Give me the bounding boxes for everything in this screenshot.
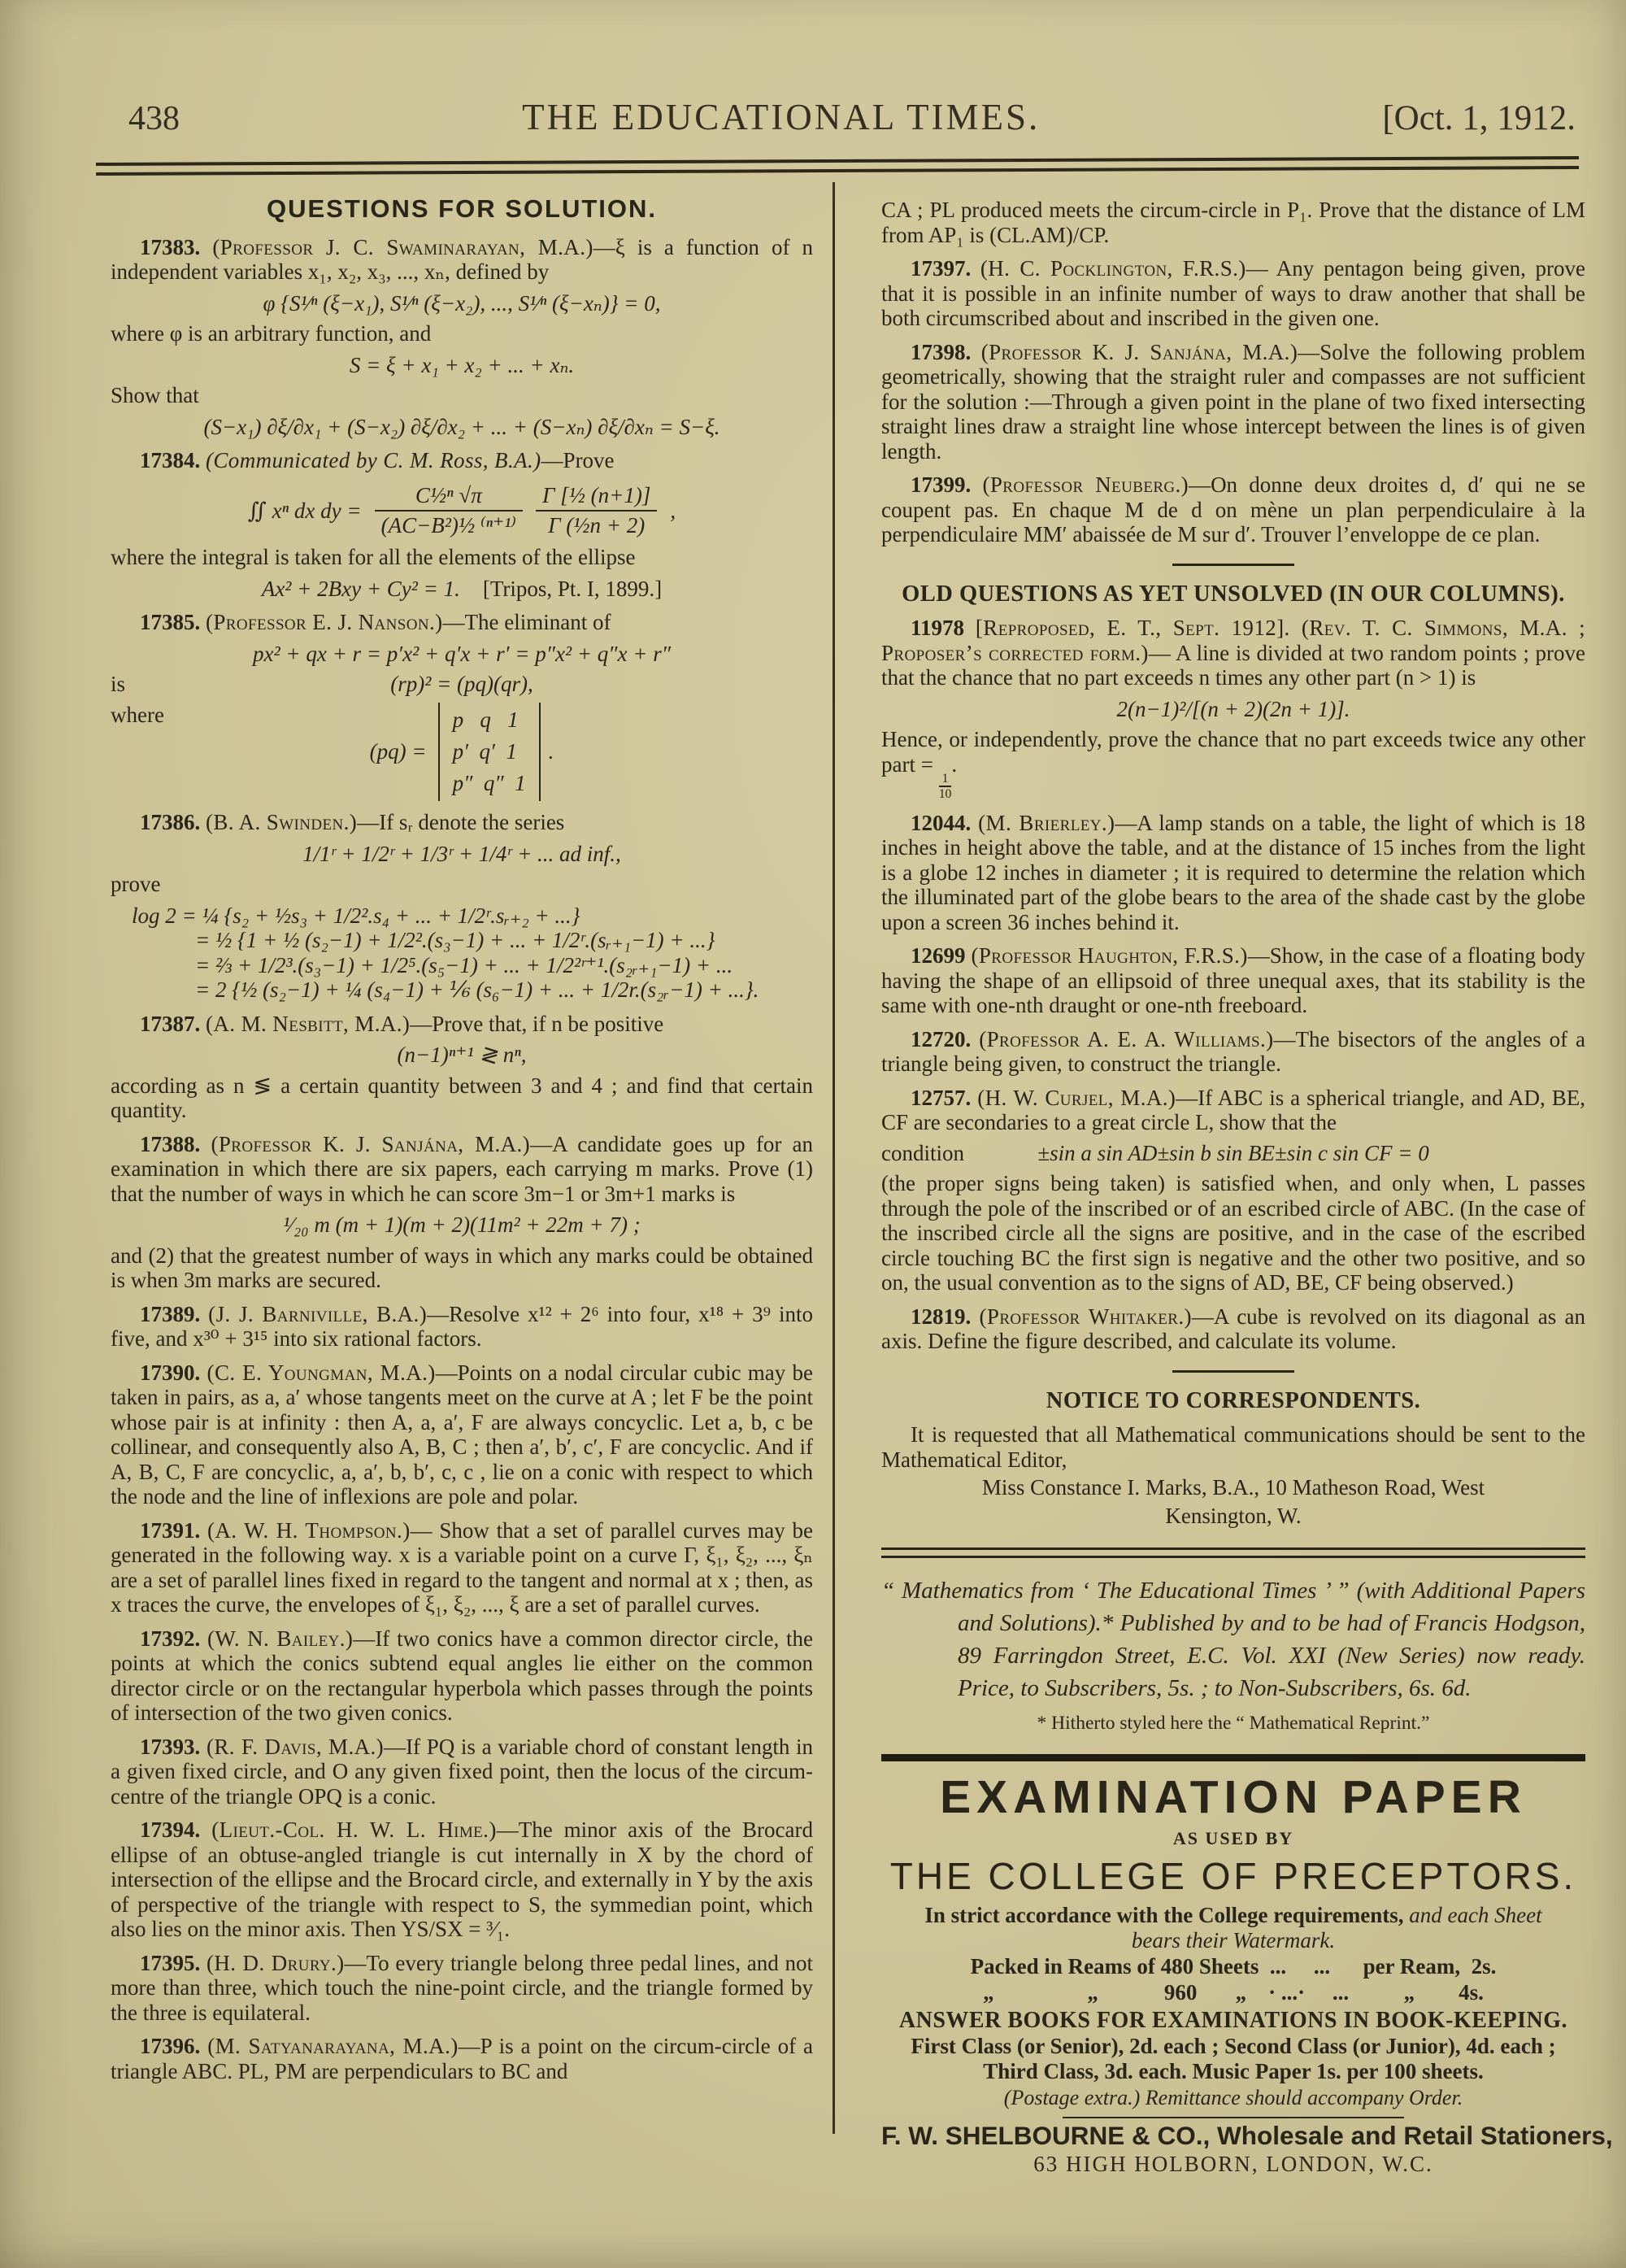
question-number: 17393.	[140, 1734, 201, 1759]
question-number: 17385.	[140, 610, 201, 635]
question-number: 17387.	[140, 1011, 201, 1036]
question-number: 17383.	[140, 234, 201, 259]
question-17383-text2: where φ is an arbitrary function, and	[111, 321, 432, 346]
question-number: 17391.	[140, 1517, 201, 1543]
question-12757-text2: (the proper signs being taken) is satisfied when, and only when, L passes through the pole of the inscribed or of an escribed circle of ABC. (In the case of the inscribed circle all the signs are positive, and in the case of the escribed circle touching BC the first sign is negative and the other two positive, and so on, the usual convention as to the signs of AD, BE, CF being observed.)	[881, 1171, 1585, 1295]
double-rule	[881, 1548, 1585, 1558]
question-author: (Lieut.-Col. H. W. L. Hime.)	[211, 1817, 497, 1843]
question-author: (R. F. Davis, M.A.)	[206, 1734, 385, 1759]
question-number: 12720.	[911, 1026, 972, 1051]
question-author: (W. N. Bailey.)	[207, 1626, 354, 1651]
question-body: — A line is divided at two random points ; prove that the chance that no part exceeds n times any other part (n > 1) is	[881, 640, 1586, 690]
question-17390	[111, 1360, 813, 1509]
question-17394	[111, 1817, 813, 1942]
page-header	[0, 0, 1626, 138]
question-17387	[111, 1012, 813, 1037]
question-body: —The eliminant of	[442, 610, 611, 635]
question-author: (Professor Neuberg.)	[982, 472, 1189, 497]
question-body: —Show, in the case of a floating body having the shape of an ellipsoid of three unequal axes, that its stability is the same with one-nth draught or one-nth freeboard.	[881, 943, 1585, 1018]
question-body: —Prove	[541, 448, 615, 472]
question-author: (Professor Whitaker.)	[979, 1304, 1192, 1329]
formula-17385-quadratics: px² + qx + r = p′x² + q′x + r′ = p″x² + q″x + r″	[253, 641, 671, 666]
section-rule	[1172, 564, 1294, 566]
question-body: —Prove that, if n be positive	[410, 1011, 664, 1036]
page-number: 438	[128, 100, 180, 137]
question-body: —On donne deux droites d, d′ qui ne se coupent pas. En chaque M de d on mène un plan perpendiculaire à la perpendiculaire MM′ abaissée de M sur d′. Trouver l’enveloppe de ce plan.	[881, 472, 1585, 546]
formula-tail: ,	[670, 498, 676, 524]
advert-watermark-line: bears their Watermark.	[1131, 1928, 1336, 1953]
question-body: —P is a point on the circum-circle of a triangle ABC. PL, PM are perpendiculars to BC and	[111, 2034, 814, 2083]
question-body: —The minor axis of the Brocard ellipse of an obtuse-angled triangle is cut internally in X by the chord of intersection of the ellipse and the Brocard circle, and externally in Y by the axis of perspective of the triangle with respect to S, the symmedian point, which also lies on the minor axis. Then YS/SX = ³⁄₁.	[111, 1817, 814, 1942]
question-17387-text2: according as n ≶ a certain quantity between 3 and 4 ; and find that certain quantity.	[111, 1073, 813, 1123]
question-body: —If PQ is a variable chord of constant length in a given fixed circle, and O any given fixed point, then the locus of the circum-centre of the triangle OPQ is a conic.	[111, 1734, 814, 1809]
examination-paper-advert	[881, 1770, 1613, 2177]
question-body: —A candidate goes up for an examination in which there are six papers, each carrying m marks. Prove (1) that the number of ways in which he can score 3m−1 or 3m+1 marks is	[111, 1131, 814, 1206]
question-12720	[881, 1027, 1585, 1077]
question-17383	[111, 235, 813, 285]
advert-price-line-480: Packed in Reams of 480 Sheets ... ... per Ream, 2s.	[970, 1954, 1497, 1979]
question-author: (H. D. Drury.)	[206, 1950, 345, 1975]
notice-paragraph: It is requested that all Mathematical communications should be sent to the Mathematical Editor,	[881, 1422, 1585, 1472]
question-number: 17392.	[140, 1626, 201, 1651]
question-number: 17397.	[911, 256, 972, 281]
question-17398	[881, 340, 1585, 464]
page-title: THE EDUCATIONAL TIMES.	[522, 97, 1041, 137]
question-author: (Communicated by C. M. Ross, B.A.)	[206, 448, 541, 472]
question-body: —A cube is revolved on its diagonal as an axis. Define the figure described, and calculate its volume.	[881, 1304, 1586, 1354]
question-body: —The bisectors of the angles of a triangle being given, to construct the triangle.	[881, 1026, 1585, 1077]
question-body: —Solve the following problem geometrically, showing that the straight ruler and compasses are not sufficient for the solution :—Through a given point in the plane of two fixed intersecting straight lines draw a straight line whose intercept between the lines is of given length.	[881, 339, 1585, 464]
inline-fraction: $\frac{1}{10}$	[938, 771, 952, 802]
question-number: 17396.	[140, 2034, 201, 2059]
stationer-address-line: 63 HIGH HOLBORN, LONDON, W.C.	[1033, 2151, 1433, 2176]
advert-college-name: THE COLLEGE OF PRECEPTORS.	[889, 1855, 1577, 1898]
fraction: $\frac{\text{Γ [½ (n+1)]}}{\text{Γ (½n + 2)}}$	[536, 483, 657, 540]
question-17384	[111, 448, 813, 473]
question-12699	[881, 943, 1585, 1018]
advert-class-prices-line2: Third Class, 3d. each. Music Paper 1s. per 100 sheets.	[983, 2058, 1484, 2083]
question-17392	[111, 1626, 813, 1726]
question-number: 12699	[911, 943, 966, 969]
section-rule	[1063, 2117, 1404, 2118]
question-number: 11978	[911, 616, 965, 640]
question-17384-text2: where the integral is taken for all the elements of the ellipse	[111, 545, 636, 570]
reprint-advert-footnote: * Hitherto styled here the “ Mathematical Reprint.”	[1037, 1713, 1430, 1735]
section-heading-questions: QUESTIONS FOR SOLUTION.	[266, 194, 657, 223]
question-11978-hence: Hence, or independently, prove the chance that no part exceeds twice any other part = $\frac{1}{10}$ .	[881, 727, 1585, 802]
column-divider-rule	[833, 182, 835, 2134]
question-body: —If ABC is a spherical triangle, and AD, BE, CF are secondaries to a great circle L, show that the	[881, 1085, 1585, 1135]
reprint-advert-paragraph: “ Mathematics from ‘ The Educational Times ’ ” (with Additional Papers and Solutions).* Published by and to be had of Francis Hodgson, 89 Farringdon Street, E.C. Vol. XXI (New Series) now ready. Price, to Subscribers, 5s. ; to Non-Subscribers, 6s. 6d.	[881, 1578, 1585, 1702]
formula-17386-log2: log 2 = ¼ {s₂ + ½s₃ + 1/2².s₄ + ... + 1/2ʳ.sᵣ₊₂ + ...} = ½ {1 + ½ (s₂−1) + 1/2².(s₃−1) + ... + 1/2ʳ.(sᵣ₊₁−1) + ...} = ⅔ + 1/2³.(s₃−1) + 1/2⁵.(s₅−1) + ... + 1/2²ʳ⁺¹.(s₂ᵣ₊₁−1) + ... = 2 {½ (s₂−1) + ¼ (s₄−1) + ⅙ (s₆−1) + ... + 1/2r.(s₂ᵣ−1) + ...}.	[132, 903, 759, 1003]
question-number: 12819.	[911, 1304, 972, 1329]
question-17396	[111, 2034, 813, 2083]
question-17396-continuation: CA ; PL produced meets the circum-circle in P₁. Prove that the distance of LM from AP₁ is (CL.AM)/CP.	[881, 198, 1585, 247]
page-columns	[0, 179, 1626, 2176]
formula-17384-integral	[111, 483, 813, 540]
question-body: —If two conics have a common director circle, the points at which the conics subtend equal angles lie either on the common director circle or on the rectangular hyperbola which passes through the points of intersection of the two given conics.	[111, 1626, 814, 1726]
question-12757	[881, 1086, 1585, 1135]
question-author: (A. M. Nesbitt, M.A.)	[206, 1011, 411, 1036]
question-number: 17390.	[140, 1360, 201, 1385]
advert-subtitle: AS USED BY	[1172, 1827, 1294, 1848]
section-heading-notice: NOTICE TO CORRESPONDENTS.	[1046, 1387, 1421, 1413]
question-author: (M. Satyanarayana, M.A.)	[207, 2034, 459, 2059]
right-column	[881, 192, 1613, 2176]
question-17388	[111, 1132, 813, 1207]
question-17385	[111, 610, 813, 635]
formula-17383-phi: φ {S¹⁄ⁿ (ξ−x₁), S¹⁄ⁿ (ξ−x₂), ..., S¹⁄ⁿ (ξ−xₙ)} = 0,	[263, 290, 661, 316]
notice-address-line2: Kensington, W.	[1165, 1503, 1302, 1528]
formula-17383-partials: (S−x₁) ∂ξ/∂x₁ + (S−x₂) ∂ξ/∂x₂ + ... + (S−xₙ) ∂ξ/∂xₙ = S−ξ.	[203, 414, 720, 439]
question-number: 17398.	[911, 339, 972, 364]
question-17397	[881, 256, 1585, 331]
question-author: (J. J. Barniville, B.A.)	[208, 1301, 428, 1326]
formula-17388-ways: ¹⁄₂₀ m (m + 1)(m + 2)(11m² + 22m + 7) ;	[283, 1212, 641, 1238]
formula-12757-condition: condition ±sin a sin AD±sin b sin BE±sin c sin CF = 0	[881, 1140, 1429, 1165]
left-column	[111, 192, 813, 2176]
section-rule	[1172, 1370, 1294, 1373]
integral-lhs: ∬ xⁿ dx dy =	[247, 498, 362, 524]
advert-postage-line: (Postage extra.) Remittance should accompany Order.	[1003, 2085, 1463, 2109]
question-body: —Resolve x¹² + 2⁶ into four, x¹⁸ + 3⁹ into five, and x³⁰ + 3¹⁵ into six rational factors.	[111, 1301, 814, 1352]
question-number: 17384.	[140, 448, 201, 472]
formula-17385-determinant: where (pq) = p q 1 p′ q′ 1 p″ q″ 1 .	[111, 703, 813, 801]
question-body: —A lamp stands on a table, the light of which is 18 inches in height above the table, and at the distance of 15 inches from the light is a globe 12 inches in diameter ; it is required to determine the relation which the illuminated part of the globe bears to the area of the shade cast by the globe upon a screen 36 inches behind it.	[881, 810, 1585, 934]
formula-17384-ellipse: Ax² + 2Bxy + Cy² = 1. [Tripos, Pt. I, 1899.]	[261, 576, 663, 601]
advert-answer-books-line: ANSWER BOOKS FOR EXAMINATIONS IN BOOK-KEEPING.	[898, 2008, 1568, 2034]
question-12044	[881, 811, 1585, 935]
question-author: (Professor J. C. Swaminarayan, M.A.)	[212, 234, 593, 259]
question-author: (B. A. Swinden.)	[206, 810, 358, 835]
question-17399	[881, 472, 1585, 547]
formula-17386-series: 1/1ʳ + 1/2ʳ + 1/3ʳ + 1/4ʳ + ... ad inf.,	[302, 841, 621, 866]
header-double-rule	[96, 156, 1579, 176]
determinant-lhs: (pq) =	[369, 739, 427, 764]
question-author: (Professor K. J. Sanjána, M.A.)	[211, 1131, 531, 1156]
question-author: (H. C. Pocklington, F.R.S.)	[980, 256, 1246, 281]
section-heading-old-questions: OLD QUESTIONS AS YET UNSOLVED (IN OUR COLUMNS).	[902, 581, 1565, 607]
question-author: (Professor K. J. Sanjána, M.A.)	[980, 339, 1298, 364]
question-author: (Professor A. E. A. Williams.)	[979, 1026, 1274, 1051]
question-author: (M. Brierley.)	[978, 810, 1115, 835]
question-number: 17394.	[140, 1817, 201, 1843]
question-number: 17395.	[140, 1950, 201, 1975]
question-body: —Points on a nodal circular cubic may be taken in pairs, as a, a′ whose tangents meet on the curve at A ; let F be the point whose pair is at infinity : then A, a, a′, F are always concyclic. Let a, b, c be collinear, and consequently also A, B, C ; then a′, b′, c′, F are concyclic. And if A, B, C, F are concyclic, a, a′, b, b′, c, c , lie on a conic with respect to which the node and the line of inflexions are pole and polar.	[111, 1360, 814, 1509]
question-number: 17386.	[140, 810, 201, 835]
formula-17383-sum: S = ξ + x₁ + x₂ + ... + xₙ.	[349, 352, 575, 377]
question-12819	[881, 1304, 1585, 1354]
question-17393	[111, 1735, 813, 1809]
question-body: — Show that a set of parallel curves may be generated in the following way. x is a variable point on a curve Γ, ξ₁, ξ₂, ..., ξₙ are a set of parallel lines fixed in regard to the tangent and normal at x ; then, as x traces the curve, the envelopes of ξ₁, ξ₂, ..., ξ are a set of parallel curves.	[111, 1517, 814, 1617]
page-date: [Oct. 1, 1912.	[1382, 99, 1576, 137]
question-body: —If sᵣ denote the series	[357, 810, 565, 835]
question-17395	[111, 1951, 813, 2026]
advert-accordance-line: In strict accordance with the College requirements, and each Sheet	[924, 1903, 1542, 1928]
question-17389	[111, 1302, 813, 1352]
question-17388-text2: and (2) that the greatest number of ways in which any marks could be obtained is when 3m marks are secured.	[111, 1243, 813, 1293]
question-number: 17389.	[140, 1301, 201, 1326]
notice-address-line1: Miss Constance I. Marks, B.A., 10 Matheson Road, West	[981, 1475, 1485, 1500]
formula-17387-inequality: (n−1)ⁿ⁺¹ ≷ nⁿ,	[397, 1043, 527, 1068]
question-number: 17388.	[140, 1131, 201, 1156]
question-number: 17399.	[911, 472, 972, 497]
heavy-rule	[881, 1754, 1585, 1761]
question-17386-prove: prove	[111, 872, 161, 897]
advert-class-prices-line1: First Class (or Senior), 2d. each ; Second Class (or Junior), 4d. each ;	[911, 2033, 1556, 2058]
question-body: —ξ is a function of n independent variables x₁, x₂, x₃, ..., xₙ, defined by	[111, 234, 814, 284]
question-body: — Any pentagon being given, prove that it is possible in an infinite number of ways to draw another that shall be both circumscribed about and inscribed in the given one.	[881, 256, 1585, 330]
question-author: (H. W. Curjel, M.A.)	[977, 1085, 1176, 1110]
question-author: (Professor E. J. Nanson.)	[206, 610, 443, 635]
fraction: $\frac{\text{C½ⁿ √π}}{\text{(AC−B²)½ ⁽ⁿ⁺¹⁾}}$	[375, 483, 523, 540]
question-body: —To every triangle belong three pedal lines, and not more than three, which touch the nine-point circle, and the triangle formed by the three is equilateral.	[111, 1950, 813, 2025]
determinant-matrix: p q 1 p′ q′ 1 p″ q″ 1	[438, 703, 541, 801]
question-author: (A. W. H. Thompson.)	[207, 1517, 411, 1543]
question-17383-text3: Show that	[111, 383, 199, 407]
advert-title: EXAMINATION PAPER	[940, 1770, 1527, 1823]
question-author: (Professor Haughton, F.R.S.)	[971, 943, 1248, 969]
question-11978	[881, 616, 1585, 690]
question-number: 12044.	[911, 810, 972, 835]
advert-price-line-960: „ „ 960 „ · ...· ... „ 4s.	[983, 1980, 1484, 2005]
stationer-name-line: F. W. SHELBOURNE & CO., Wholesale and Retail Stationers,	[881, 2121, 1613, 2151]
question-author: (C. E. Youngman, M.A.)	[207, 1360, 436, 1385]
question-author: [Reproposed, E. T., Sept. 1912]. (Rev. T. C. Simmons, M.A. ; Proposer’s corrected form.)	[881, 616, 1586, 665]
formula-17385-is: is (rp)² = (pq)(qr),	[111, 672, 533, 697]
formula-11978-chance: 2(n−1)²/[(n + 2)(2n + 1)].	[1116, 696, 1350, 721]
question-number: 12757.	[911, 1085, 972, 1110]
question-17386	[111, 810, 813, 835]
question-17391	[111, 1518, 813, 1617]
